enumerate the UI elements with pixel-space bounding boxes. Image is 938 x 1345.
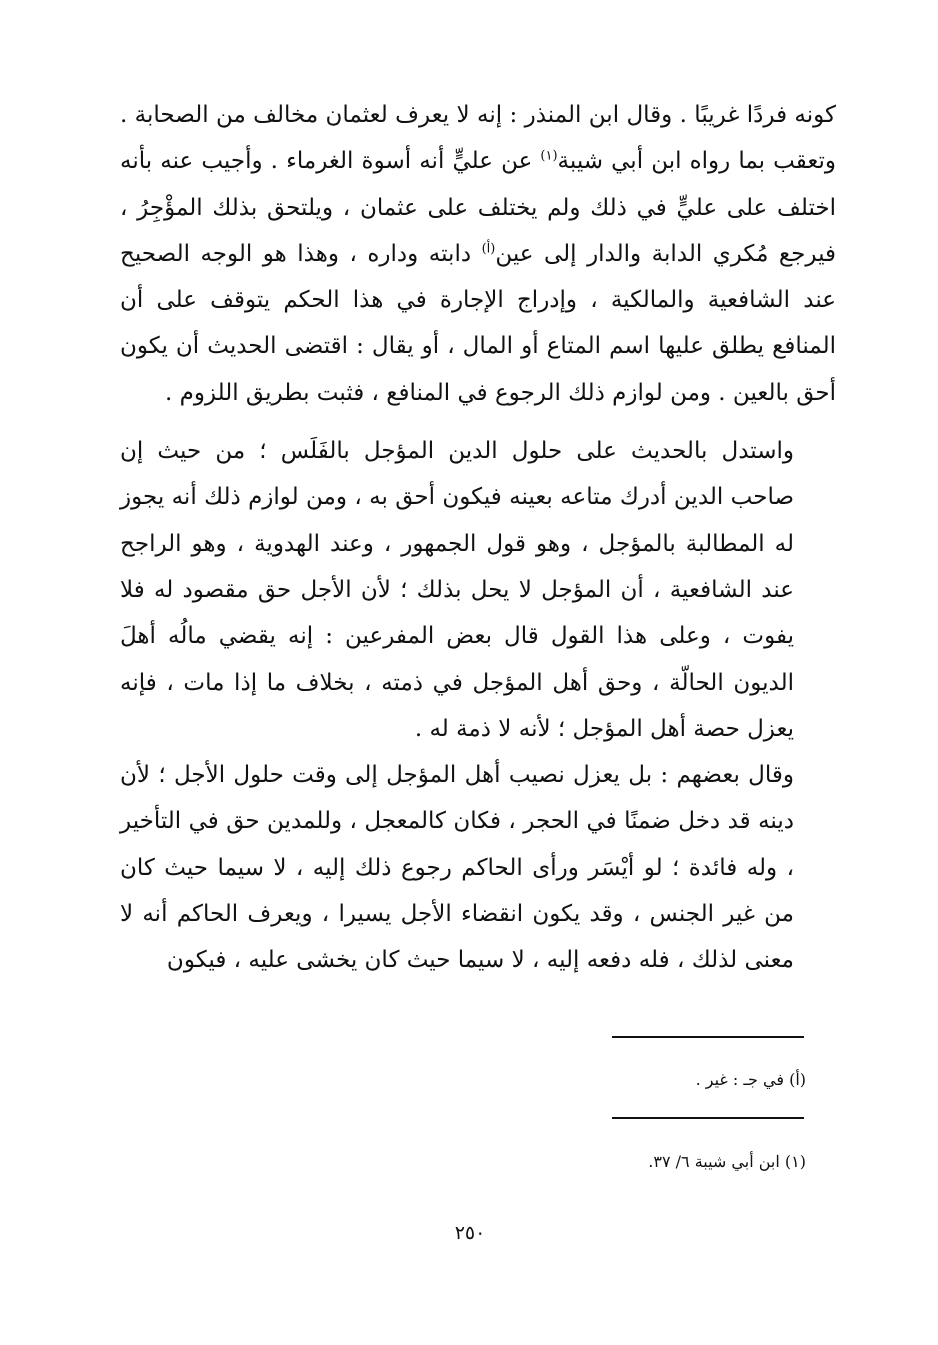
footnote-divider-2 bbox=[612, 1117, 804, 1119]
page-number: ٢٥٠ bbox=[454, 1222, 486, 1244]
paragraph-3: وقال بعضهم : بل يعزل نصيب أهل المؤجل إلى وقت حلول الأجل ؛ لأن دينه قد دخل ضمنًا في الحجر ، فكان كالمعجل ، وللمدين حق في التأخير ، وله فائدة ؛ لو أيْسَر ورأى الحاكم رجوع ذلك إليه ، لا سيما حيث كان من غير الجنس ، وقد يكون انقضاء الأجل يسيرا ، ويعرف الحاكم أنه لا معنى لذلك ، فله دفعه إليه ، لا سيما حيث كان يخشى عليه ، فيكون bbox=[120, 762, 794, 974]
paragraph-1 bbox=[120, 92, 836, 416]
footnote-ref-1: (١) bbox=[540, 148, 558, 164]
footnote-ref-a: (أ) bbox=[481, 241, 496, 257]
paragraph-1-part-b: عن عليٍّ أنه أسوة الغرماء . وأجيب عنه بأنه اختلف على عليٍّ في ذلك ولم يختلف على عثمان ، ويلتحق بذلك المؤْجِرُ ، فيرجع مُكري الدابة والدار إلى عين bbox=[120, 148, 836, 267]
main-text bbox=[120, 92, 836, 984]
paragraph-1-part-c: دابته وداره ، وهذا هو الوجه الصحيح عند الشافعية والمالكية ، وإدراج الإجارة في هذا الحكم يتوقف على أن المنافع يطلق عليها اسم المتاع أو المال ، أو يقال : اقتضى الحديث أن يكون أحق بالعين . ومن لوازم ذلك الرجوع في المنافع ، فثبت بطريق اللزوم . bbox=[120, 240, 836, 406]
footnote-variant: (أ) في جـ : غير . bbox=[695, 1070, 806, 1089]
paragraph-2: واستدل بالحديث على حلول الدين المؤجل بالفَلَس ؛ من حيث إن صاحب الدين أدرك متاعه بعينه فيكون أحق به ، ومن لوازم ذلك أنه يجوز له المطالبة بالمؤجل ، وهو قول الجمهور ، وعند الهدوية ، وهو الراجح عند الشافعية ، أن المؤجل لا يحل بذلك ؛ لأن الأجل حق مقصود له فلا يفوت ، وعلى هذا القول قال بعض المفرعين : إنه يقضي مالُه أهلَ الديون الحالّة ، وحق أهل المؤجل في ذمته ، بخلاف ما إذا مات ، فإنه يعزل حصة أهل المؤجل ؛ لأنه لا ذمة له . bbox=[120, 438, 794, 742]
paragraph-1-part-a: كونه فردًا غريبًا . وقال ابن المنذر : إنه لا يعرف لعثمان مخالف من الصحابة . وتعقب بما رواه ابن أبي شيبة bbox=[120, 102, 836, 175]
footnote-source: (١) ابن أبي شيبة ٦/ ٣٧. bbox=[648, 1152, 806, 1171]
footnote-divider-1 bbox=[612, 1036, 804, 1038]
